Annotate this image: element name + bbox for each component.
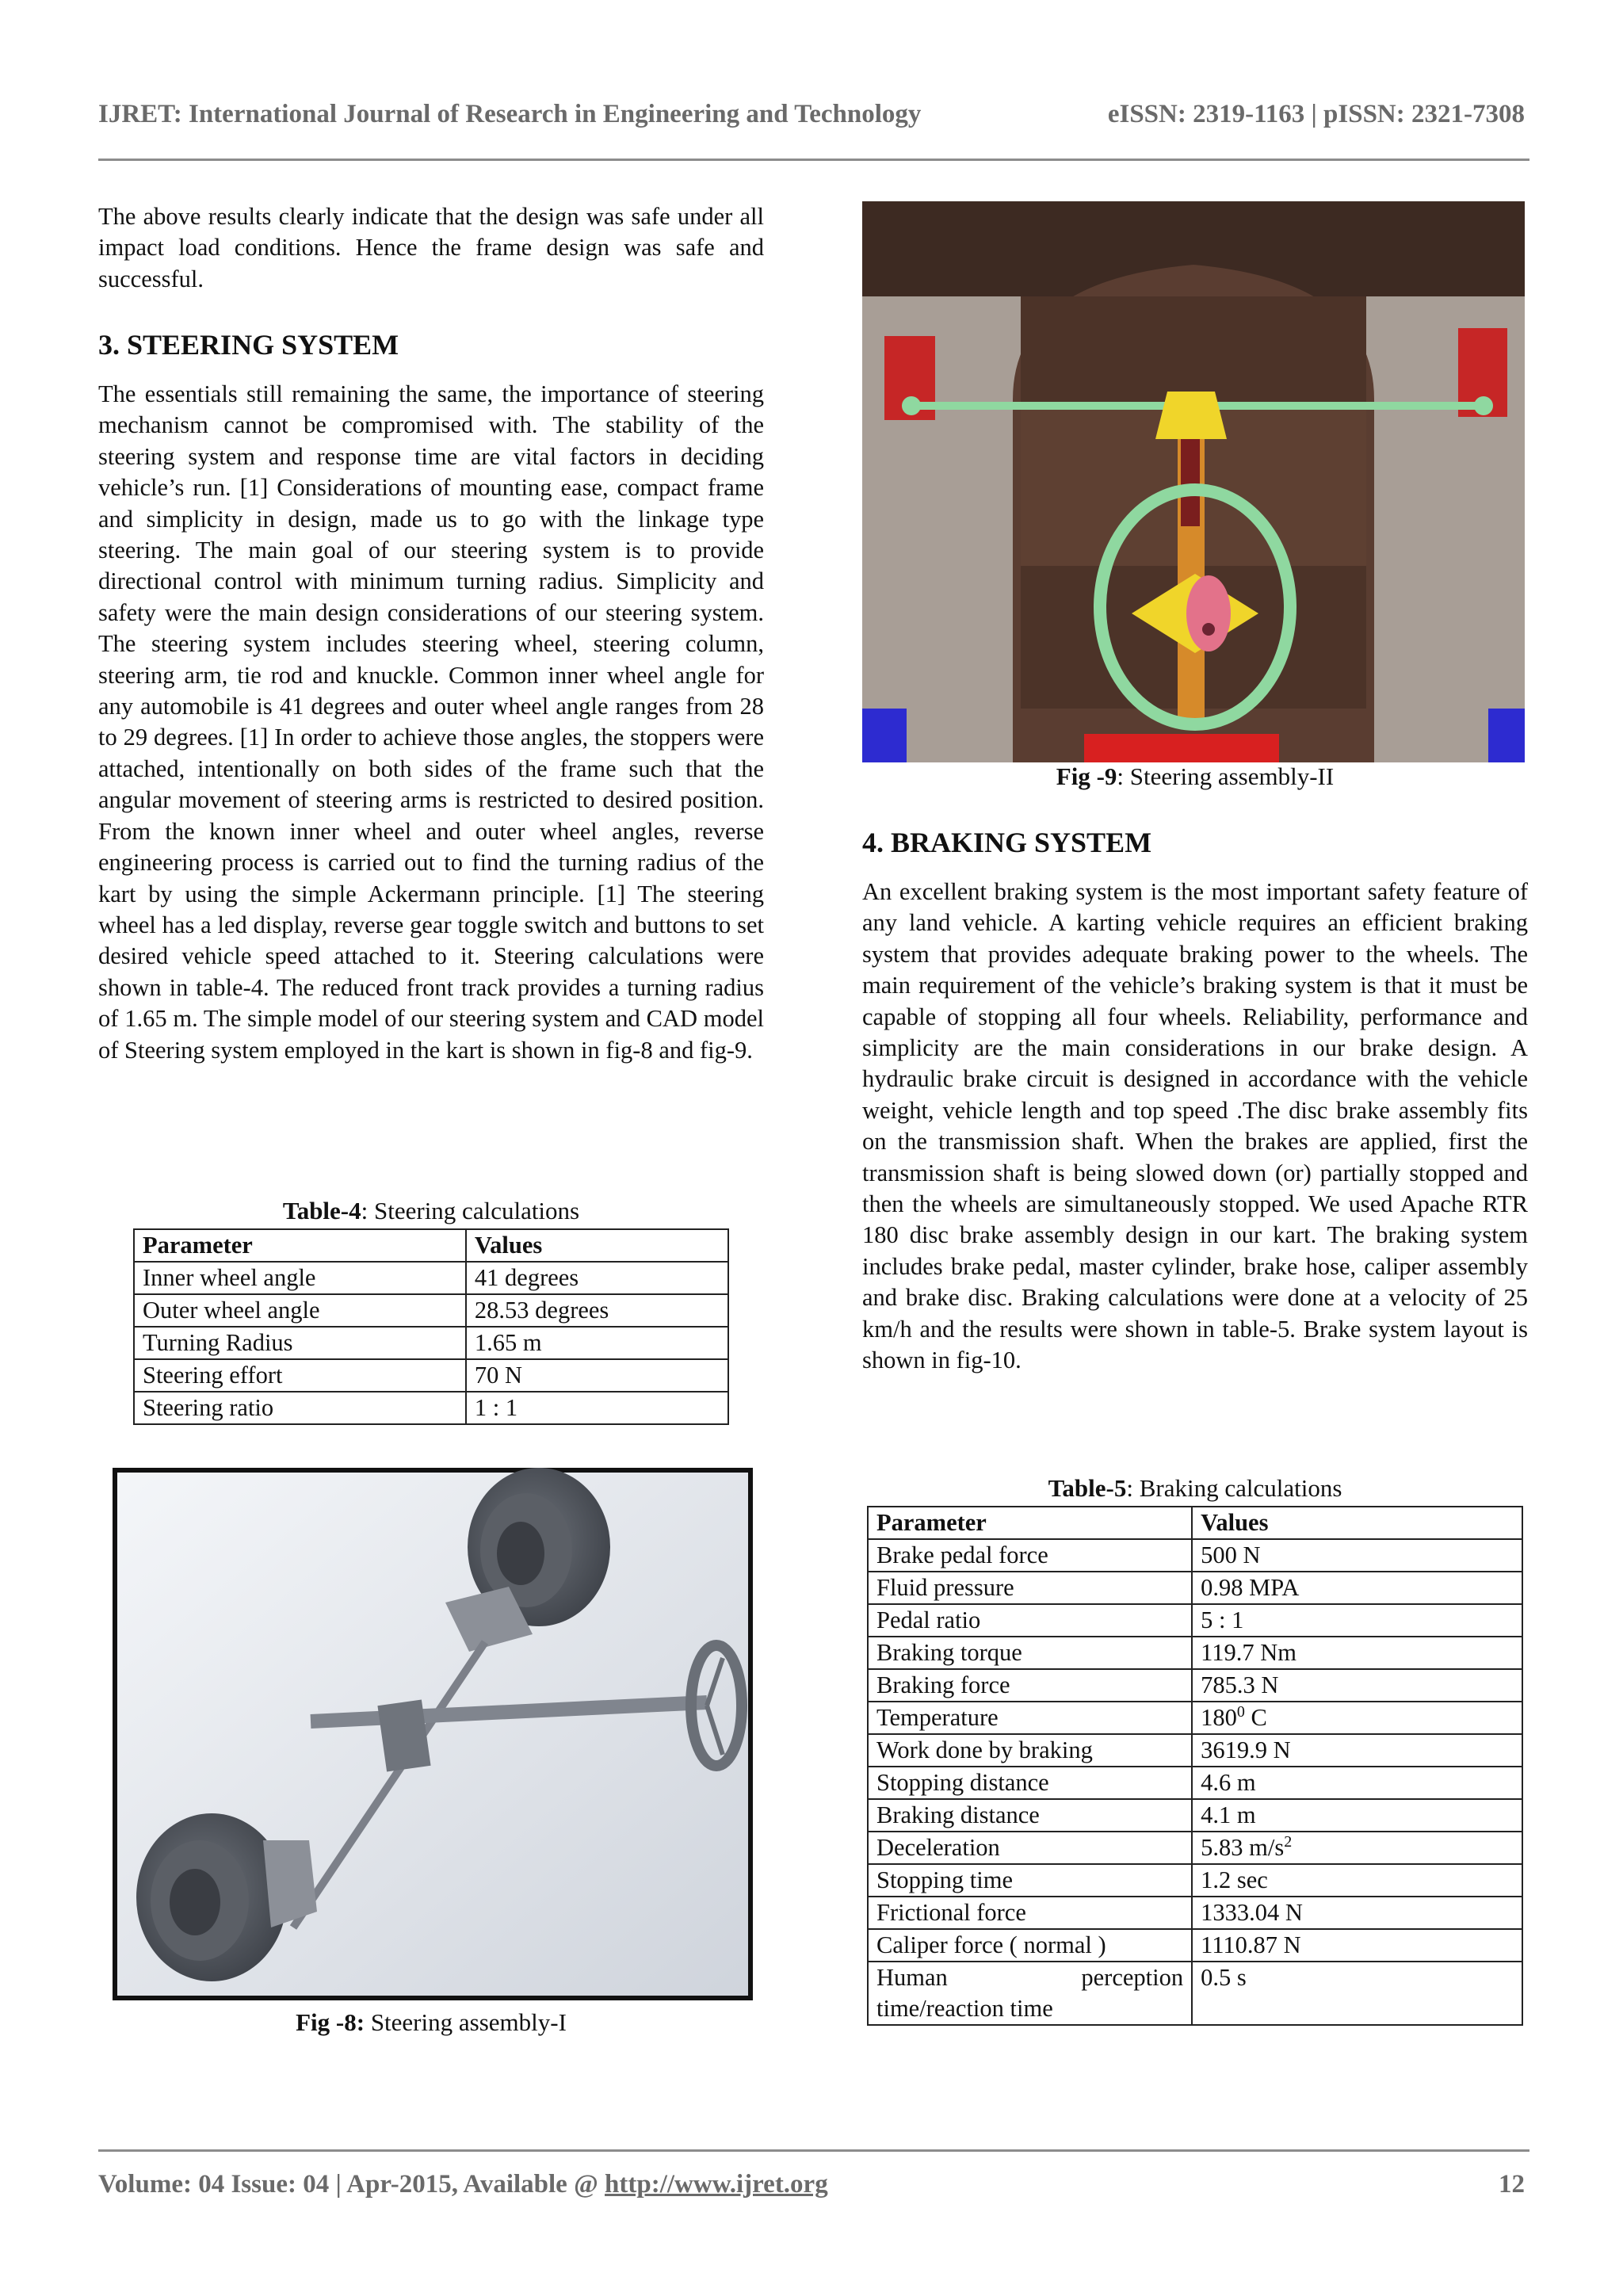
table-row: Inner wheel angle 41 degrees xyxy=(134,1262,728,1294)
table-row: Parameter Values xyxy=(134,1229,728,1262)
section-3-title: 3. STEERING SYSTEM xyxy=(98,329,399,361)
footer-rule xyxy=(98,2149,1529,2152)
table-row: Turning Radius 1.65 m xyxy=(134,1327,728,1359)
figure-8-caption: Fig -8: Steering assembly-I xyxy=(296,2008,567,2036)
table-row: Stopping distance 4.6 m xyxy=(868,1767,1522,1799)
table-row: Brake pedal force 500 N xyxy=(868,1539,1522,1572)
table-row: Braking torque 119.7 Nm xyxy=(868,1637,1522,1669)
table-row: Parameter Values xyxy=(868,1507,1522,1539)
table-row: Fluid pressure 0.98 MPA xyxy=(868,1572,1522,1604)
table-row: Caliper force ( normal ) 1110.87 N xyxy=(868,1929,1522,1962)
table-row: Outer wheel angle 28.53 degrees xyxy=(134,1294,728,1327)
issn-header: eISSN: 2319-1163 | pISSN: 2321-7308 xyxy=(1107,100,1525,128)
figure-8-steering-assembly xyxy=(113,1468,753,2000)
table-row: Steering ratio 1 : 1 xyxy=(134,1392,728,1424)
page-number: 12 xyxy=(1499,2170,1525,2199)
table-row: Frictional force 1333.04 N xyxy=(868,1897,1522,1929)
section-3-body: The essentials still remaining the same, the importance of steering mechanism cannot be compromised with. The stability of the steering system and response time are vital factors in deciding vehicle’s run. [1] Considerations of mounting ease, compact frame and simplicity in design, made us to go with the linkage type steering. The main goal of our steering system is to provide directional control with minimum turning radius. Simplicity and safety were the main design considerations of our steering system. The steering system includes steering wheel, steering column, steering arm, tie rod and knuckle. Common inner wheel angle for any automobile is 41 degrees and outer wheel angle ranges from 28 to 29 degrees. [1] In order to achieve those angles, the stoppers were attached, intentionally on both sides of the frame such that the angular movement of steering arms is restricted to desired position. From the known inner wheel and outer wheel angles, reverse engineering process is carried out to find the turning radius of the kart by using the simple Ackermann principle. [1] The steering wheel has a led display, reverse gear toggle switch and buttons to set desired vehicle speed attached to it. Steering calculations were shown in table-4. The reduced front track provides a turning radius of 1.65 m. The simple model of our steering system and CAD model of Steering system employed in the kart is shown in fig-8 and fig-9. xyxy=(98,380,764,1064)
table-row: Stopping time 1.2 sec xyxy=(868,1864,1522,1897)
table-4 xyxy=(133,1228,729,1425)
table-row: Temperature $180^0$ C xyxy=(868,1702,1522,1734)
table-row: Steering effort 70 N xyxy=(134,1359,728,1392)
footer-volume: Volume: 04 Issue: 04 | Apr-2015, Available @ http://www.ijret.org xyxy=(98,2170,828,2199)
header-rule xyxy=(98,159,1529,161)
journal-link[interactable]: http://www.ijret.org xyxy=(605,2170,828,2199)
table-5-caption: Table-5: Braking calculations xyxy=(1048,1474,1342,1502)
table-row: Human perception time/reaction time 0.5 s xyxy=(868,1962,1522,2025)
table-row: Braking distance 4.1 m xyxy=(868,1799,1522,1832)
table-row: Pedal ratio 5 : 1 xyxy=(868,1604,1522,1637)
steering-assembly-drawing xyxy=(113,1468,753,2000)
intro-paragraph: The above results clearly indicate that the design was safe under all impact load conditions. Hence the frame design was safe and successful. xyxy=(98,203,764,292)
table-row: Deceleration 5.83 $m/s^2$ xyxy=(868,1832,1522,1864)
section-4-title: 4. BRAKING SYSTEM xyxy=(862,827,1152,858)
figure-9-steering-cad xyxy=(862,201,1525,762)
table-4-caption: Table-4: Steering calculations xyxy=(282,1197,580,1224)
journal-header: IJRET: International Journal of Research in Engineering and Technology xyxy=(98,100,922,128)
table-row: Work done by braking 3619.9 N xyxy=(868,1734,1522,1767)
figure-9-caption: Fig -9: Steering assembly-II xyxy=(1056,762,1335,790)
section-4-body: An excellent braking system is the most important safety feature of any land vehicle. A karting vehicle requires an efficient braking system that provides adequate braking power to the wheels. The main requirement of the vehicle’s braking system is that it must be capable of stopping all four wheels. Reliability, performance and simplicity are the main considerations in our brake design. A hydraulic brake circuit is designed in accordance with the vehicle weight, vehicle length and top speed .The disc brake assembly fits on the transmission shaft. When the brakes are applied, first the transmission shaft is being slowed down (or) partially stopped and then the wheels are simultaneously stopped. We used Apache RTR 180 disc brake assembly design in our kart. The braking system includes brake pedal, master cylinder, brake hose, caliper assembly and brake disc. Braking calculations were done at a velocity of 25 km/h and the results were shown in table-5. Brake system layout is shown in fig-10. xyxy=(862,878,1528,1374)
table-row: Braking force 785.3 N xyxy=(868,1669,1522,1702)
table-5 xyxy=(867,1506,1523,2026)
steering-cad-render xyxy=(862,201,1525,762)
